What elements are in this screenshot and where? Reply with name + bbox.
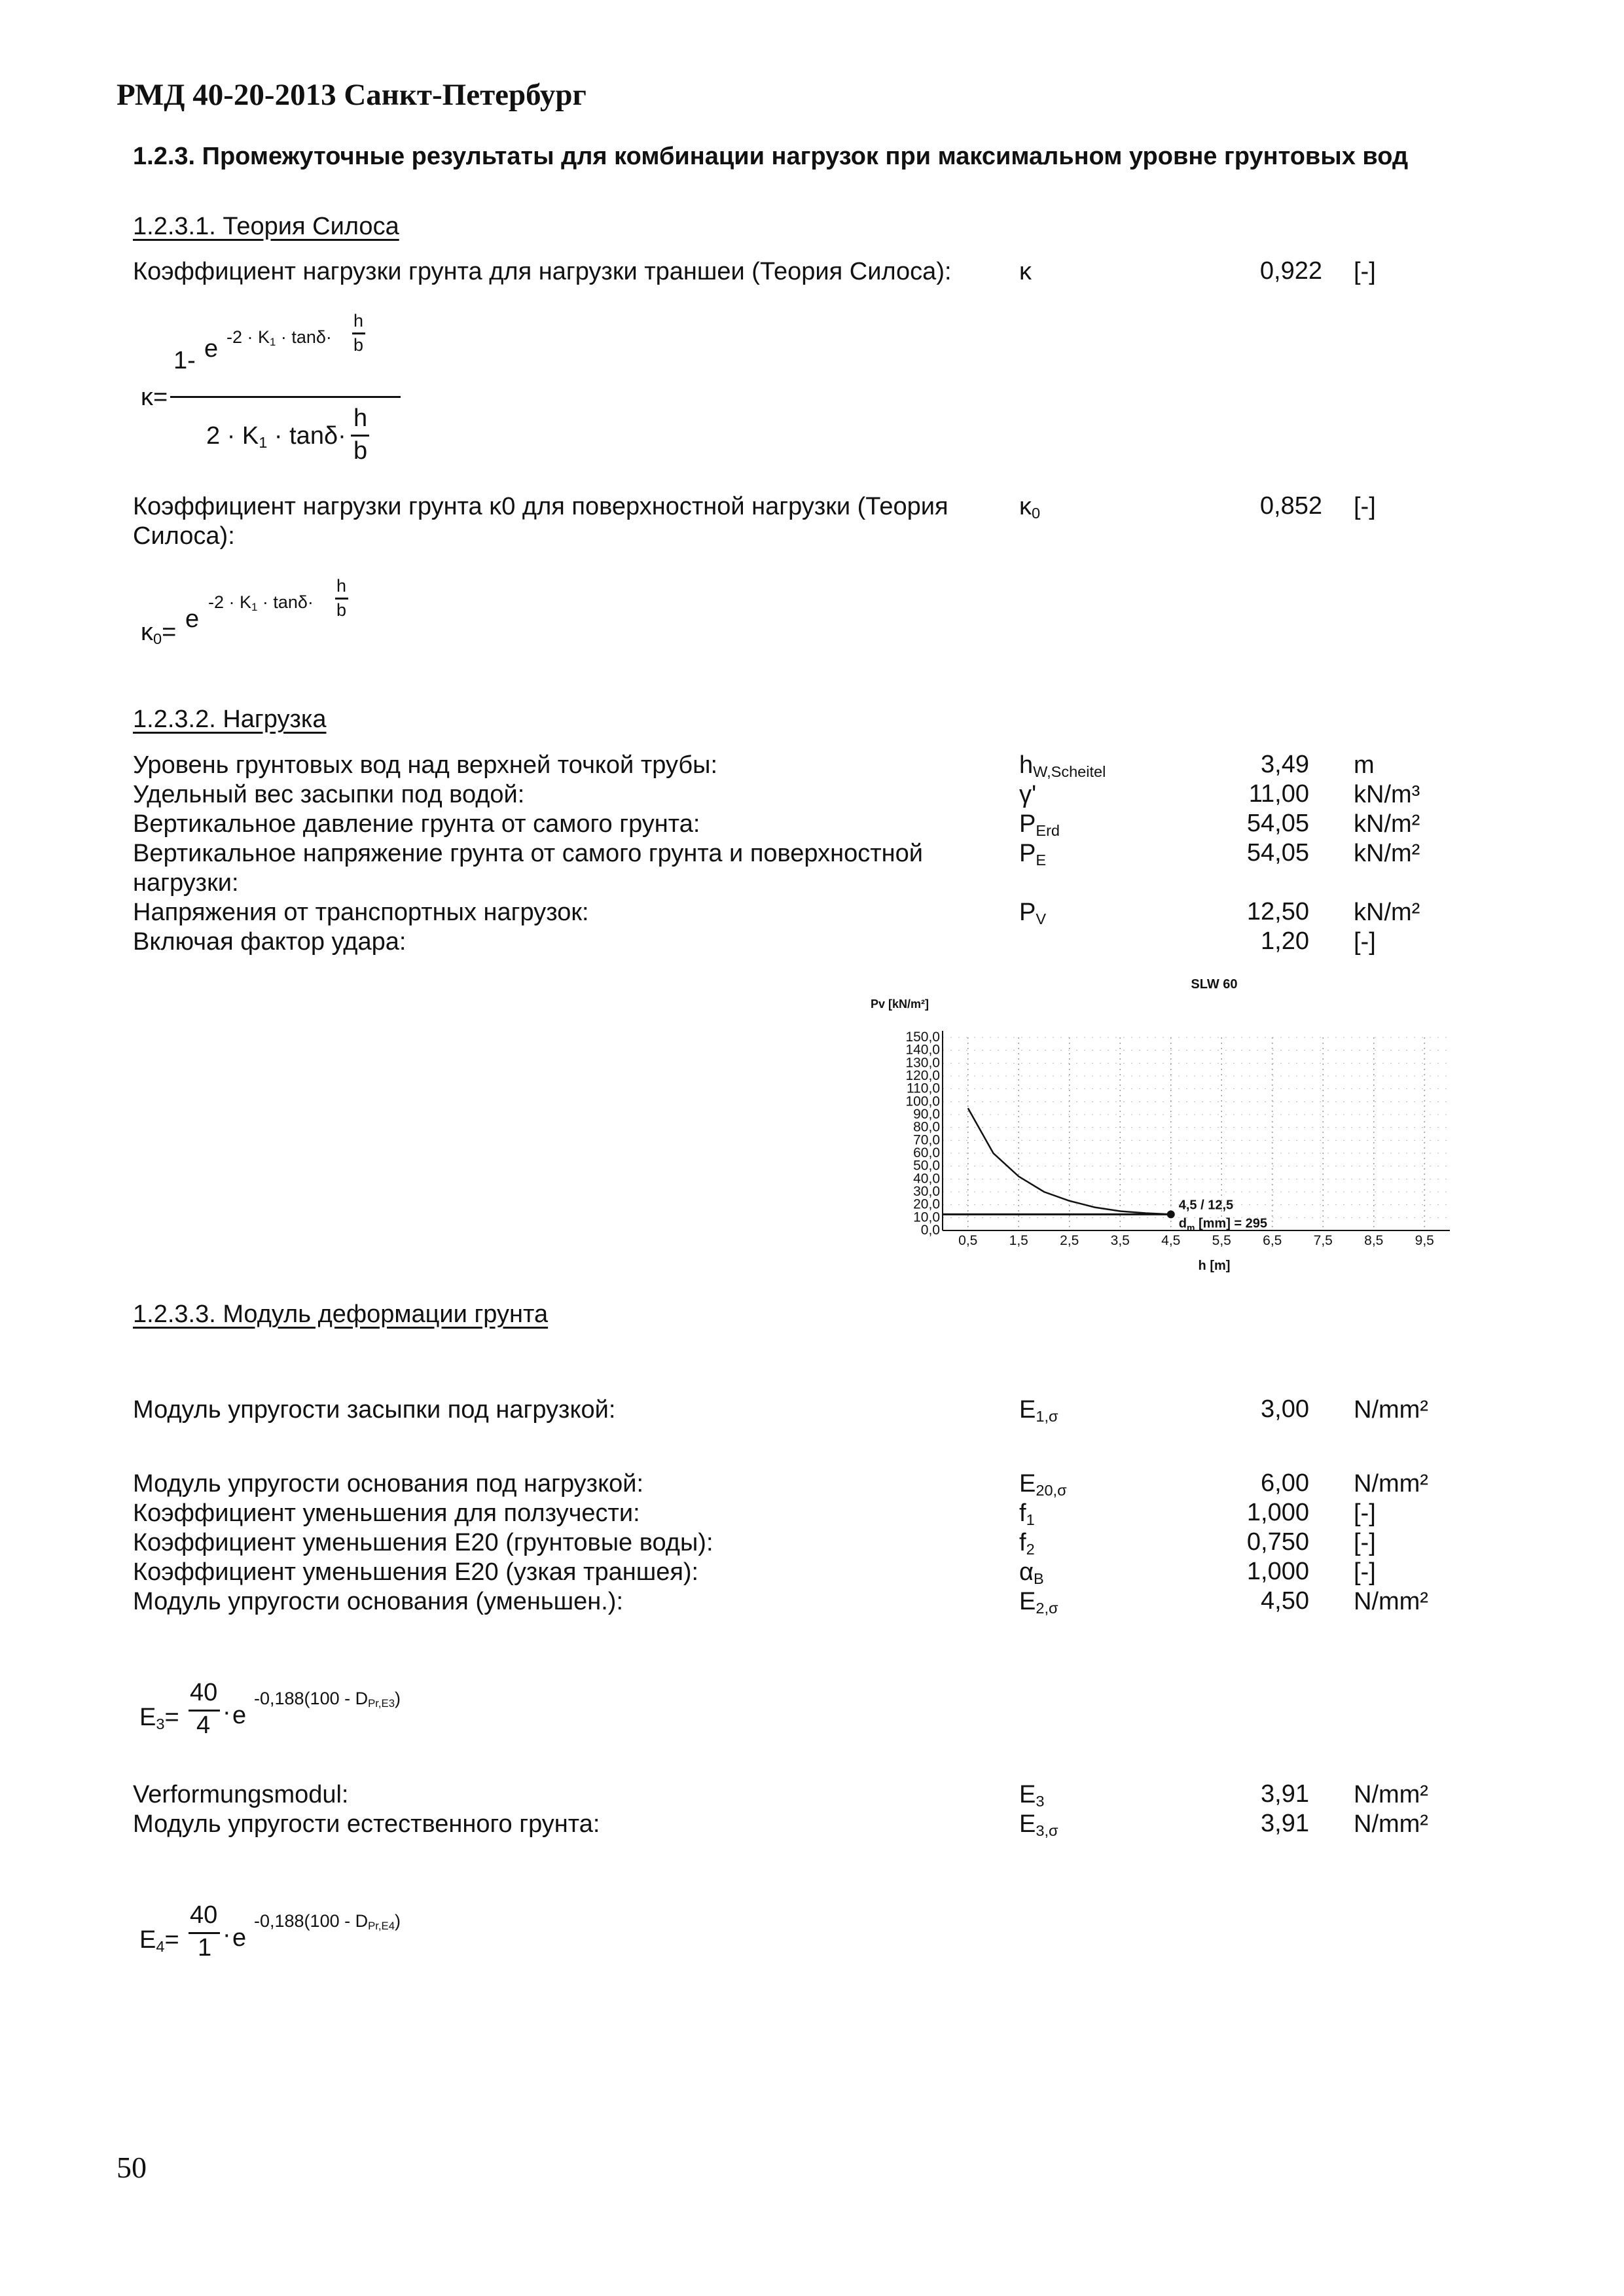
chart-y-tick-label: 40,0 bbox=[913, 1171, 940, 1187]
chart-x-tick-label: 2,5 bbox=[1060, 1233, 1079, 1248]
row-value: 3,49 bbox=[1261, 751, 1309, 778]
row-unit: N/mm² bbox=[1354, 1810, 1428, 1838]
row-unit: N/mm² bbox=[1354, 1470, 1428, 1498]
chart-x-tick-label: 9,5 bbox=[1415, 1233, 1434, 1248]
row-unit: N/mm² bbox=[1354, 1588, 1428, 1615]
row-label: Коэффициент уменьшения для ползучести: bbox=[133, 1499, 640, 1527]
subsection-silo-title: 1.2.3.1. Теория Силоса bbox=[133, 213, 399, 240]
row-symbol: $E_{2,\sigma}$ bbox=[1019, 1588, 1058, 1617]
silo-row-label: Коэффициент нагрузки грунта для нагрузки траншеи (Теория Силоса): bbox=[133, 258, 952, 285]
chart-y-tick-label: 60,0 bbox=[913, 1145, 940, 1160]
chart-y-tick-label: 120,0 bbox=[905, 1068, 940, 1083]
chart-x-tick-label: 8,5 bbox=[1364, 1233, 1384, 1248]
silo-row-unit: [-] bbox=[1354, 258, 1376, 285]
row-unit: kN/m² bbox=[1354, 810, 1420, 838]
chart-x-tick-label: 5,5 bbox=[1212, 1233, 1231, 1248]
chart-point-label: 4,5 / 12,5 bbox=[1178, 1198, 1234, 1213]
chart-x-tick-label: 6,5 bbox=[1263, 1233, 1282, 1248]
row-label: Модуль упругости основания под нагрузкой: bbox=[133, 1470, 644, 1498]
chart-title: SLW 60 bbox=[1191, 977, 1238, 992]
silo-row0-label: Коэффициент нагрузки грунта κ0 для поверхностной нагрузки (Теория Силоса): bbox=[133, 493, 948, 550]
row-value: 12,50 bbox=[1246, 898, 1309, 925]
row-label: Модуль упругости основания (уменьшен.): bbox=[133, 1588, 624, 1615]
row-unit: kN/m² bbox=[1354, 840, 1420, 867]
row-unit: [-] bbox=[1354, 928, 1376, 956]
row-label: Напряжения от транспортных нагрузок: bbox=[133, 899, 589, 926]
row-value: 6,00 bbox=[1261, 1469, 1309, 1497]
row-symbol: $E_{3,\sigma}$ bbox=[1019, 1810, 1058, 1839]
row-value: 3,91 bbox=[1261, 1810, 1309, 1837]
row-symbol: $E_{20,\sigma}$ bbox=[1019, 1470, 1067, 1499]
fraction-bar bbox=[170, 396, 401, 398]
row-label: Вертикальное давление грунта от самого грунта: bbox=[133, 810, 700, 838]
subsection-deform-title: 1.2.3.3. Модуль деформации грунта bbox=[133, 1300, 549, 1328]
e1-symbol: $E_{1,\sigma}$ bbox=[1019, 1396, 1058, 1425]
row-symbol: $\alpha_B$ bbox=[1019, 1558, 1044, 1587]
chart-y-tick-label: 0,0 bbox=[920, 1223, 940, 1238]
chart-y-tick-label: 80,0 bbox=[913, 1119, 940, 1135]
row-label: Коэффициент уменьшения E20 (грунтовые воды): bbox=[133, 1529, 713, 1556]
row-label: Вертикальное напряжение грунта от самого грунта и поверхностной нагрузки: bbox=[133, 840, 924, 897]
chart-y-tick-label: 130,0 bbox=[905, 1055, 940, 1071]
chart-y-tick-label: 150,0 bbox=[905, 1030, 940, 1045]
silo-row-value: 0,922 bbox=[1259, 257, 1322, 285]
chart-y-tick-label: 10,0 bbox=[913, 1210, 940, 1225]
silo-row0-value: 0,852 bbox=[1259, 492, 1322, 520]
row-unit: [-] bbox=[1354, 1529, 1376, 1556]
chart-y-tick-label: 30,0 bbox=[913, 1184, 940, 1199]
chart-y-tick-label: 140,0 bbox=[905, 1042, 940, 1058]
chart-annotation: $d_m$ [mm] = 295 bbox=[1178, 1216, 1268, 1233]
row-value: 1,20 bbox=[1261, 927, 1309, 955]
row-value: 54,05 bbox=[1246, 810, 1309, 837]
chart-y-tick-label: 90,0 bbox=[913, 1107, 940, 1122]
chart-y-tick-label: 50,0 bbox=[913, 1158, 940, 1174]
row-unit: m bbox=[1354, 751, 1375, 779]
silo-row-symbol: κ bbox=[1019, 258, 1032, 285]
row-label: Уровень грунтовых вод над верхней точкой трубы: bbox=[133, 751, 718, 779]
row-unit: [-] bbox=[1354, 1499, 1376, 1527]
row-label: Модуль упругости естественного грунта: bbox=[133, 1810, 600, 1838]
row-value: 11,00 bbox=[1248, 780, 1309, 808]
traffic-load-chart bbox=[851, 969, 1466, 1283]
chart-y-label: Pv [kN/m²] bbox=[871, 997, 929, 1011]
silo-row0-unit: [-] bbox=[1354, 493, 1376, 520]
page-header: РМД 40-20-2013 Санкт-Петербург bbox=[117, 78, 586, 112]
row-unit: N/mm² bbox=[1354, 1781, 1428, 1808]
row-label: Удельный вес засыпки под водой: bbox=[133, 781, 525, 808]
row-value: 4,50 bbox=[1261, 1587, 1309, 1615]
e1-label: Модуль упругости засыпки под нагрузкой: bbox=[133, 1396, 616, 1424]
row-symbol: $E_3$ bbox=[1019, 1781, 1045, 1810]
row-symbol: $P_V$ bbox=[1019, 899, 1047, 927]
chart-y-tick-label: 70,0 bbox=[913, 1132, 940, 1148]
chart-x-tick-label: 3,5 bbox=[1110, 1233, 1130, 1248]
row-value: 1,000 bbox=[1246, 1499, 1309, 1526]
row-unit: kN/m³ bbox=[1354, 781, 1420, 808]
chart-x-tick-label: 1,5 bbox=[1009, 1233, 1028, 1248]
row-value: 0,750 bbox=[1246, 1528, 1309, 1556]
e1-unit: N/mm² bbox=[1354, 1396, 1428, 1424]
chart-x-label: h [m] bbox=[1198, 1259, 1231, 1273]
chart-x-tick-label: 4,5 bbox=[1161, 1233, 1181, 1248]
row-symbol: $h_{W,Scheitel}$ bbox=[1019, 751, 1106, 780]
chart-series-line bbox=[968, 1108, 1171, 1214]
chart-y-tick-label: 100,0 bbox=[905, 1094, 940, 1109]
section-title: 1.2.3. Промежуточные результаты для комбинации нагрузок при максимальном уровне грунтовых вод bbox=[133, 143, 1409, 170]
row-symbol: γ' bbox=[1019, 781, 1037, 808]
row-label: Включая фактор удара: bbox=[133, 928, 406, 956]
row-symbol: $P_E$ bbox=[1019, 840, 1047, 869]
silo-row0-symbol: $\kappa_0$ bbox=[1019, 493, 1041, 522]
row-value: 54,05 bbox=[1246, 839, 1309, 867]
page-number: 50 bbox=[117, 2151, 147, 2184]
row-symbol: $P_{Erd}$ bbox=[1019, 810, 1060, 839]
chart-x-tick-label: 7,5 bbox=[1313, 1233, 1333, 1248]
row-unit: [-] bbox=[1354, 1558, 1376, 1586]
row-unit: kN/m² bbox=[1354, 899, 1420, 926]
row-label: Коэффициент уменьшения E20 (узкая траншея): bbox=[133, 1558, 699, 1586]
row-symbol: $f_2$ bbox=[1019, 1529, 1035, 1558]
chart-x-tick-label: 0,5 bbox=[958, 1233, 978, 1248]
row-value: 1,000 bbox=[1246, 1558, 1309, 1585]
e1-value: 3,00 bbox=[1261, 1395, 1309, 1423]
row-label: Verformungsmodul: bbox=[133, 1781, 349, 1808]
subsection-load-title: 1.2.3.2. Нагрузка bbox=[133, 706, 327, 733]
chart-y-tick-label: 110,0 bbox=[907, 1081, 940, 1096]
row-symbol: $f_1$ bbox=[1019, 1499, 1035, 1528]
chart-y-tick-label: 20,0 bbox=[913, 1196, 940, 1212]
row-value: 3,91 bbox=[1261, 1780, 1309, 1808]
